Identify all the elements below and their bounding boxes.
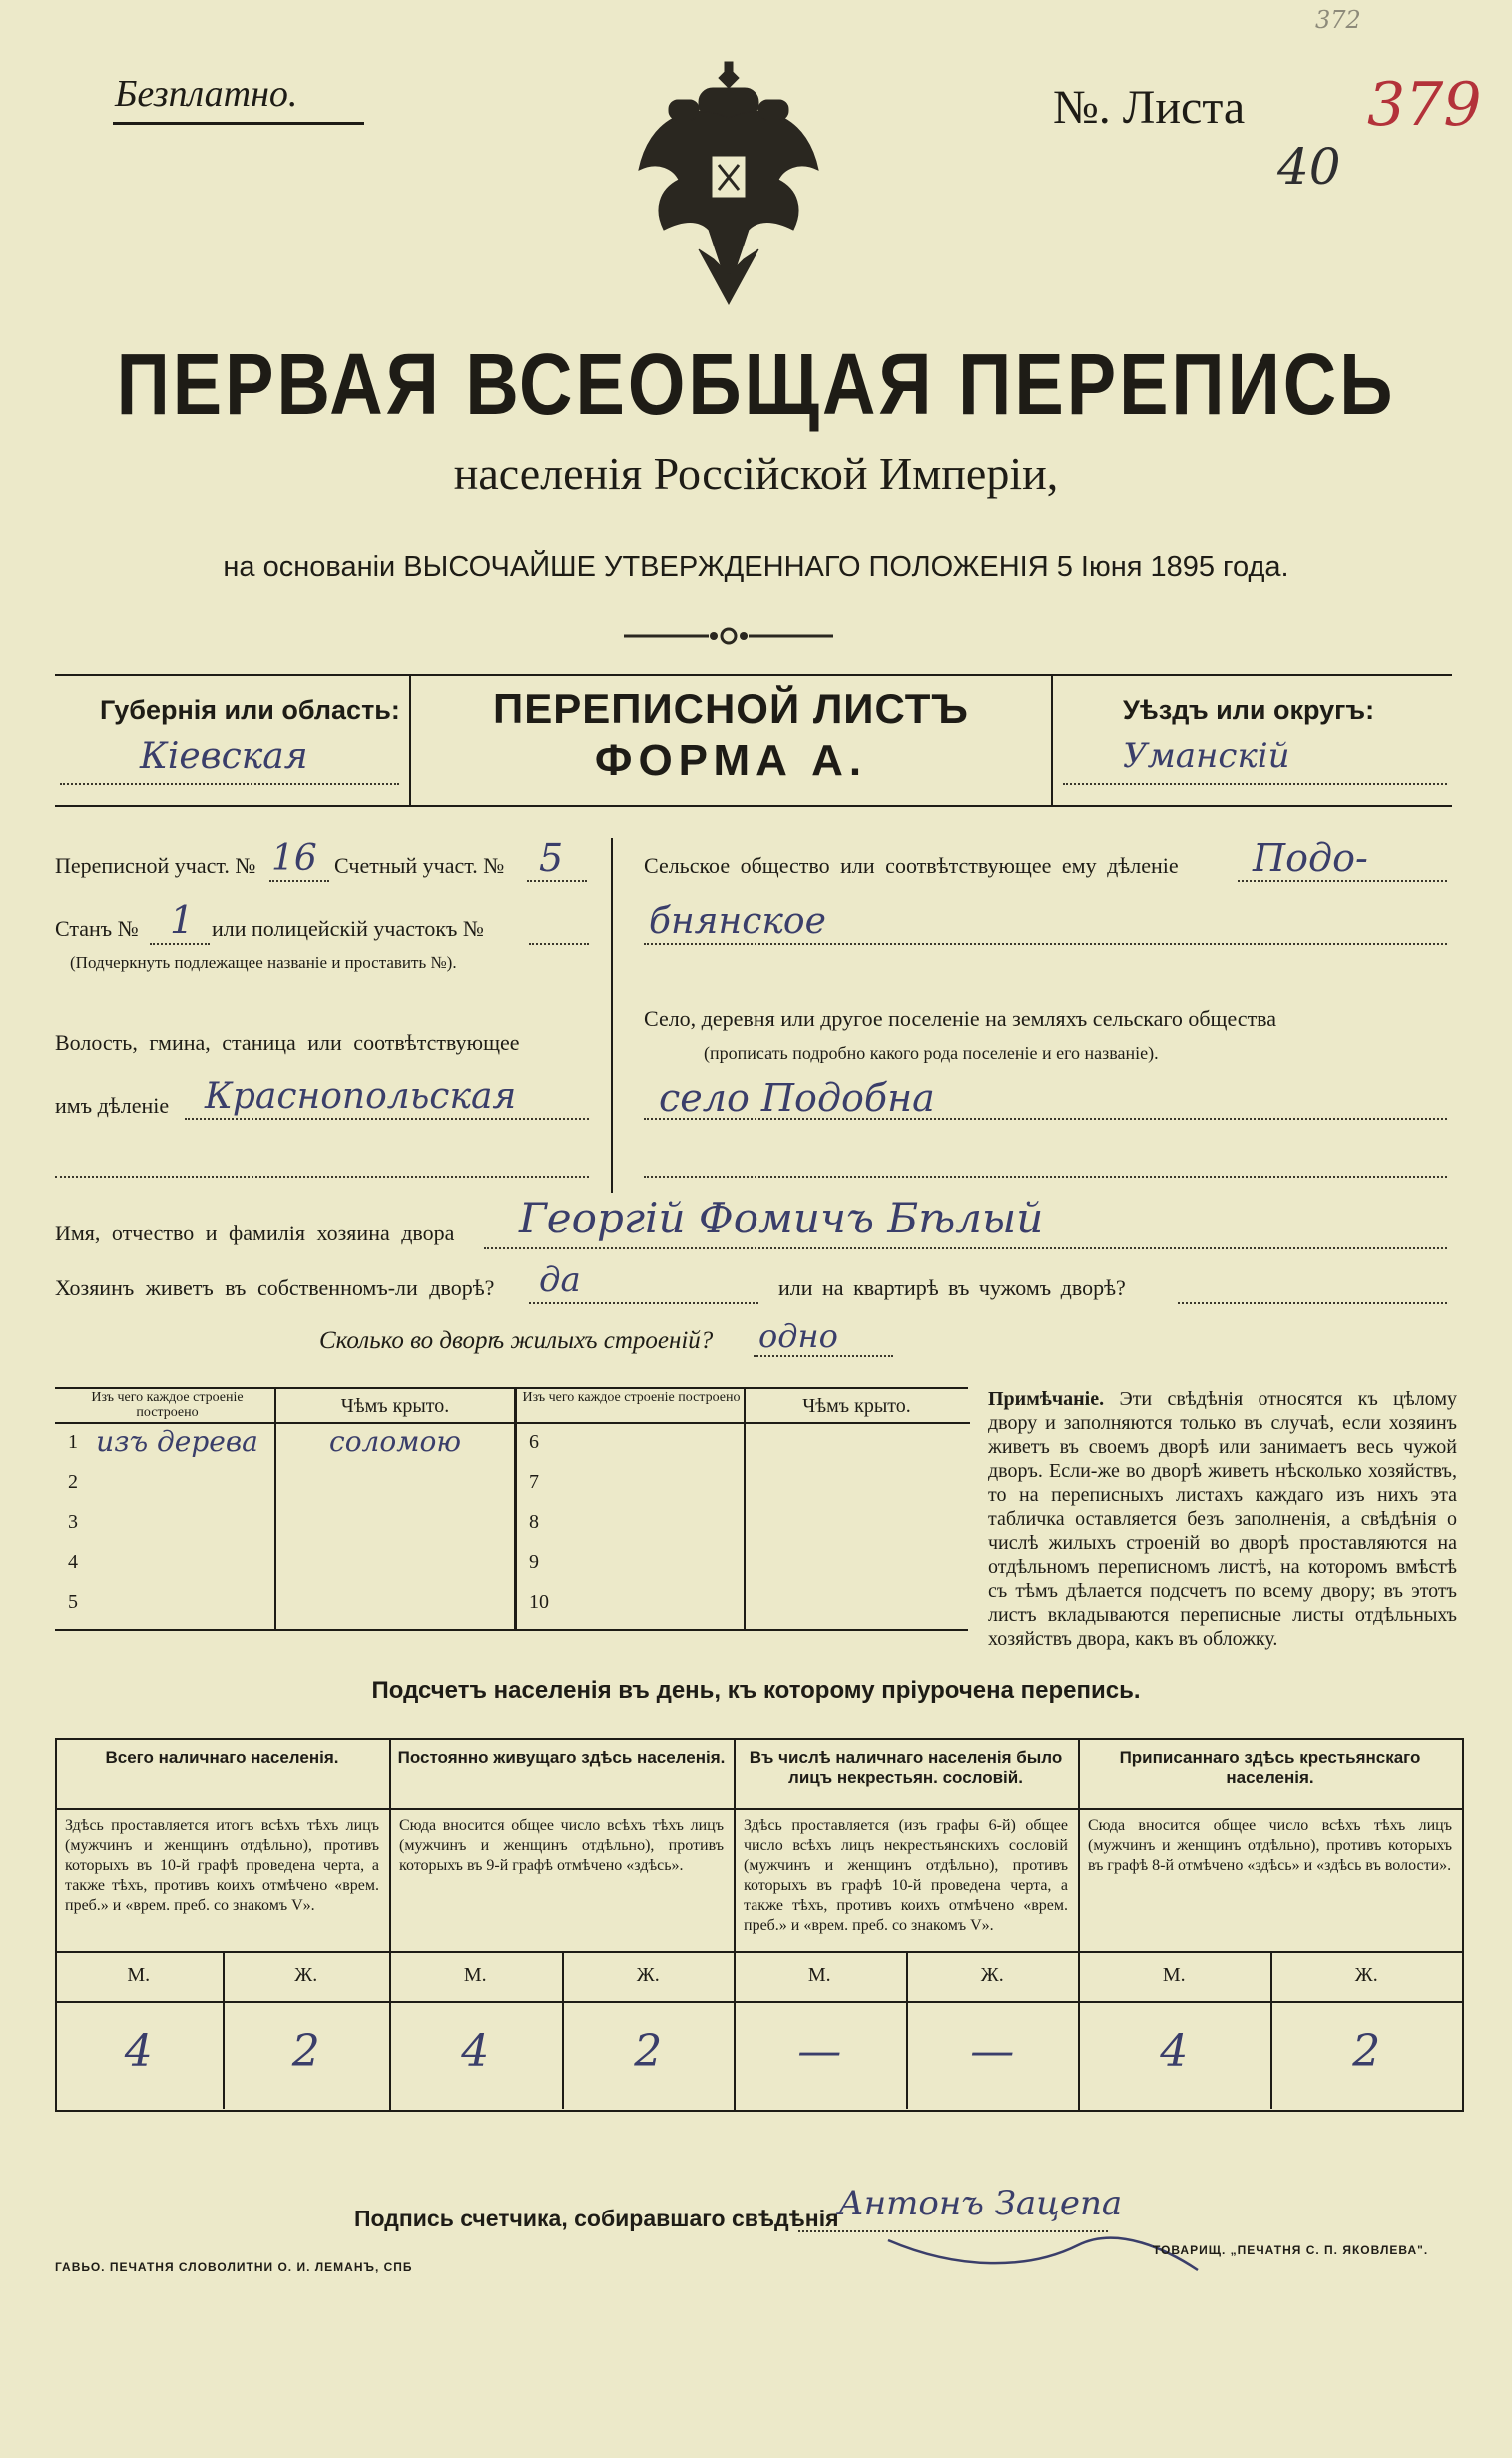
buildings-col-divider-3 [744,1387,746,1629]
buildings-label: Сколько во дворѣ жилыхъ строеній? [319,1327,714,1354]
population-female-value[interactable]: 2 [634,2026,663,2077]
note-body: Эти свѣдѣнія относятся къ цѣлому двору и заполняются только въ случаѣ, если хозяинъ живетъ въ своемъ дворѣ или занимаетъ весь чужой дворъ. Если-же во дворѣ живетъ нѣсколько хозяйствъ, то на переписныхъ листахъ каждаго изъ нихъ эта табличка оставляется безъ заполненія, а свѣдѣнія о числѣ жилыхъ строеній во дворѣ проставляются на отдѣльномъ переписномъ листѣ, на которомъ вмѣстѣ съ тѣмъ дѣлается подсчетъ по всему двору; въ этотъ листъ вкладываются переписные листы отдѣльныхъ хозяйствъ двора, какъ въ обложку. [988,1388,1458,1650]
owner-name-value[interactable]: Георгій Фомичъ Бѣлый [519,1194,1044,1242]
note-text [988,1387,1457,1651]
building-row-number: 3 [68,1511,78,1533]
own-yard-value[interactable]: да [539,1260,581,1300]
society-value-2[interactable]: бнянское [649,901,826,942]
population-female-label: Ж. [1354,1964,1378,1986]
society-value-1[interactable]: Подо- [1253,836,1368,880]
police-label: или полицейскій участокъ № [212,916,484,941]
population-mf-header-bottom [55,2001,1462,2003]
fields-vertical-divider [611,838,613,1193]
village-label: Село, деревня или другое поселеніе на земляхъ сельскаго общества [644,1006,1277,1031]
note-title: Примѣчаніе. [988,1388,1105,1410]
form-title: ФОРМА А. [594,737,868,785]
buildings-col-divider-2 [514,1387,517,1629]
buildings-left-roof-header: Чѣмъ крыто. [340,1395,450,1417]
signature-value[interactable]: Антонъ Зацепа [838,2184,1123,2223]
count-section-line [527,880,587,882]
own-yard-line [529,1302,758,1304]
stan-label: Станъ № [55,916,139,941]
underline-note: (Подчеркнуть подлежащее названіе и проставить №). [70,953,457,972]
building-row-number: 4 [68,1551,78,1573]
society-label: Сельское общество или соотвѣтствующее ему дѣленіе [644,853,1179,878]
population-female-label: Ж. [294,1964,318,1986]
village-note: (прописать подробно какого рода поселеніе и его названіе). [704,1043,1159,1063]
printer-right: ТОВАРИЩ. „ПЕЧАТНЯ С. П. ЯКОВЛЕВА". [1153,2243,1429,2257]
building-row-number: 10 [529,1591,549,1613]
census-section-label: Переписной участ. № [55,853,256,878]
population-col-description: Сюда вносится общее число всѣхъ тѣхъ лицъ (мужчинъ и женщинъ отдѣльно), противъ которыхъ въ 9-й графѣ отмѣчено «здѣсь». [399,1817,724,1874]
volost-value[interactable]: Краснопольская [205,1076,517,1117]
free-label-underline [113,122,364,125]
population-female-value[interactable]: — [970,2026,1015,2077]
count-section-value[interactable]: 5 [539,836,564,880]
volost-line [185,1118,589,1120]
count-section-label: Счетный участ. № [334,853,505,878]
population-male-value[interactable]: 4 [124,2026,153,2077]
province-label: Губернія или область: [100,695,400,725]
census-section-value[interactable]: 16 [271,838,317,879]
sheet-number-value: 379 [1367,70,1482,140]
population-col-description: Здѣсь проставляется (изъ графы 6-й) общее число всѣхъ лицъ некрестьянскихъ сословій (мужчинъ и женщинъ отдѣльно), противъ которыхъ въ графѣ 10-й проведена черта, а также тѣхъ, противъ коихъ отмѣчено «врем. преб.» и «врем. преб. со знакомъ V». [744,1817,1068,1934]
buildings-right-material-header: Изъ чего каждое строеніе построено [522,1390,741,1405]
own-yard-label: Хозяинъ живетъ въ собственномъ-ли дворѣ? [55,1275,495,1300]
buildings-table-header-line [55,1422,970,1424]
population-header-line [389,1808,734,1810]
sheet-number-value-2: 40 [1277,138,1341,196]
society-line-1 [1238,880,1447,882]
population-male-label: М. [807,1964,831,1986]
building-row-number: 7 [529,1471,539,1493]
form-header-divider-right [1051,674,1053,805]
population-female-label: Ж. [636,1964,660,1986]
population-col-header: Въ числѣ наличнаго населенія было лицъ некрестьян. сословій. [749,1748,1063,1787]
village-extra-line [644,1176,1447,1178]
building-row-number: 5 [68,1591,78,1613]
census-section-line [269,880,329,882]
police-line [529,943,589,945]
population-mf-header-top [55,1951,1462,1953]
main-title: ПЕРВАЯ ВСЕОБЩАЯ ПЕРЕПИСЬ [116,335,1396,434]
population-male-label: М. [463,1964,487,1986]
society-line-2 [644,943,1447,945]
sheet-number-label: №. Листа [1053,81,1246,134]
building-material-cell[interactable]: изъ дерева [96,1425,258,1458]
building-row-number: 6 [529,1431,539,1453]
buildings-col-divider-1 [274,1387,276,1629]
owner-name-line [484,1247,1447,1249]
free-label: Безплатно. [115,73,298,115]
building-row-number: 8 [529,1511,539,1533]
stan-line [150,943,210,945]
population-col-description: Сюда вносится общее число всѣхъ тѣхъ лицъ (мужчинъ и женщинъ отдѣльно), противъ которыхъ въ графѣ 8-й отмѣчено «здѣсь» и «здѣсь въ волости». [1088,1817,1452,1874]
owner-name-label: Имя, отчество и фамилія хозяина двора [55,1221,455,1245]
other-yard-line [1178,1302,1447,1304]
village-value[interactable]: село Подобна [659,1076,935,1120]
printer-left: ГАВЬО. ПЕЧАТНЯ СЛОВОЛИТНИ О. И. ЛЕМАНЪ, СПБ [55,2260,413,2274]
district-label: Уѣздъ или округъ: [1123,695,1375,725]
volost-label-2: имъ дѣленіе [55,1093,170,1118]
population-female-label: Ж. [980,1964,1004,1986]
district-line [1063,783,1447,785]
ornament-divider-icon [624,621,833,651]
building-row-number: 9 [529,1551,539,1573]
province-line [60,783,399,785]
volost-label-1: Волость, гмина, станица или соотвѣтствующее [55,1030,520,1055]
population-male-label: М. [127,1964,151,1986]
buildings-line [754,1355,893,1357]
buildings-left-material-header: Изъ чего каждое строеніе построено [91,1390,244,1420]
subtitle: населенія Россійской Имперіи, [453,448,1059,499]
sheet-title: ПЕРЕПИСНОЙ ЛИСТЪ [493,685,969,732]
population-male-label: М. [1162,1964,1186,1986]
population-title: Подсчетъ населенія въ день, къ которому пріурочена перепись. [371,1677,1141,1704]
buildings-right-roof-header: Чѣмъ крыто. [802,1395,911,1417]
volost-extra-line [55,1176,589,1178]
population-col-description: Здѣсь проставляется итогъ всѣхъ тѣхъ лицъ (мужчинъ и женщинъ отдѣльно), противъ которыхъ въ 10-й графѣ проведена черта, а также тѣхъ, противъ коихъ отмѣчено «врем. преб.» и «врем. преб. со знакомъ V». [65,1817,379,1914]
building-roof-cell[interactable]: соломою [329,1425,461,1458]
pencil-mark-right: 372 [1315,6,1361,34]
population-male-value[interactable]: 4 [1160,2026,1189,2077]
population-female-value[interactable]: 2 [291,2026,320,2077]
building-row-number: 2 [68,1471,78,1493]
stan-value[interactable]: 1 [170,898,195,942]
population-header-line [1078,1808,1462,1810]
population-col-header: Приписаннаго здѣсь крестьянскаго населенія. [1119,1748,1421,1787]
population-col-header: Всего наличнаго населенія. [105,1748,339,1767]
population-header-line [734,1808,1078,1810]
population-male-value[interactable]: 4 [461,2026,490,2077]
coat-of-arms-icon [629,60,828,309]
other-yard-label: или на квартирѣ въ чужомъ дворѣ? [778,1275,1126,1300]
population-col-header: Постоянно живущаго здѣсь населенія. [397,1748,726,1767]
population-male-value[interactable]: — [797,2026,842,2077]
population-header-line [55,1808,389,1810]
district-value[interactable]: Уманскій [1123,737,1290,776]
population-female-value[interactable]: 2 [1352,2026,1381,2077]
signature-label: Подпись счетчика, собиравшаго свѣдѣнія [354,2206,839,2231]
buildings-value[interactable]: одно [758,1317,838,1355]
basis-line: на основаніи ВЫСОЧАЙШЕ УТВЕРЖДЕННАГО ПОЛОЖЕНІЯ 5 Іюня 1895 года. [223,551,1289,583]
building-row-number: 1 [68,1431,78,1453]
province-value[interactable]: Кіевская [140,737,308,777]
